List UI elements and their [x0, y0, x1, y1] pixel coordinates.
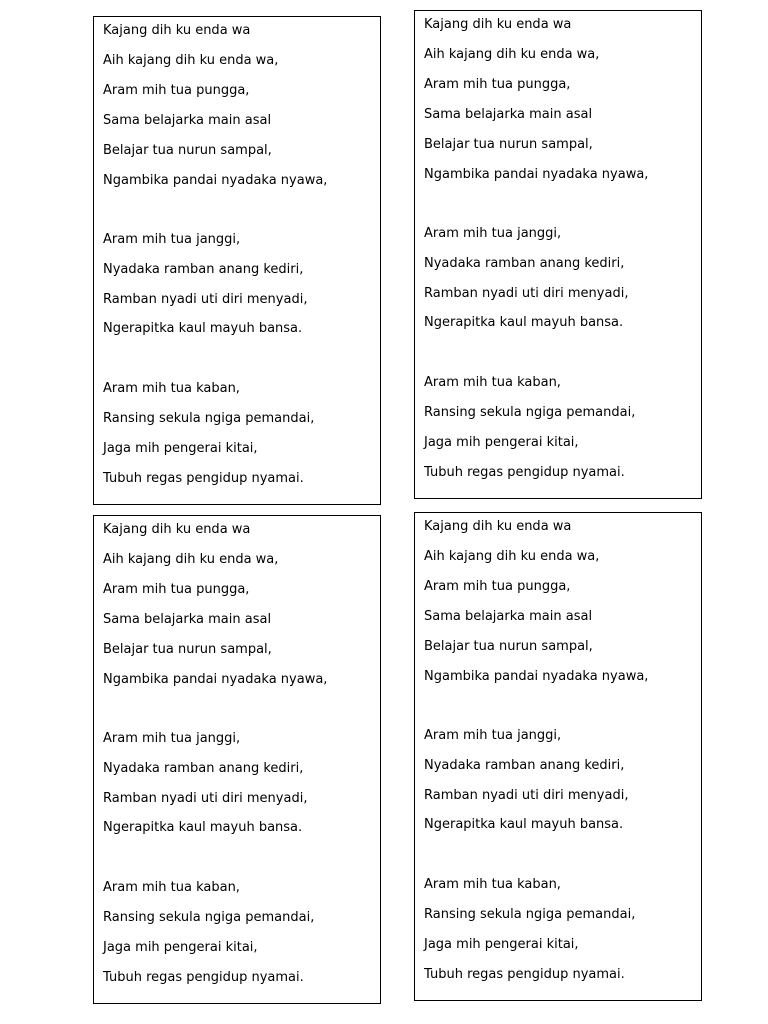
- verse1-line2: Aram mih tua pungga,: [424, 77, 571, 92]
- verse3-line3: Jaga mih pengerai kitai,: [103, 441, 258, 456]
- verse2-line3: Ramban nyadi uti diri menyadi,: [103, 292, 308, 307]
- poem-title: Kajang dih ku enda wa: [103, 23, 251, 38]
- verse2-line2: Nyadaka ramban anang kediri,: [103, 761, 304, 776]
- verse1-line1: Aih kajang dih ku enda wa,: [424, 549, 600, 564]
- verse3-line3: Jaga mih pengerai kitai,: [424, 435, 579, 450]
- verse2-line4: Ngerapitka kaul mayuh bansa.: [424, 817, 624, 832]
- verse3-line4: Tubuh regas pengidup nyamai.: [424, 465, 625, 480]
- poem-card-bottom-right: [414, 512, 702, 1001]
- verse3-line4: Tubuh regas pengidup nyamai.: [103, 970, 304, 985]
- verse3-line3: Jaga mih pengerai kitai,: [103, 940, 258, 955]
- verse3-line3: Jaga mih pengerai kitai,: [424, 937, 579, 952]
- verse2-line2: Nyadaka ramban anang kediri,: [424, 758, 625, 773]
- verse3-line1: Aram mih tua kaban,: [103, 880, 240, 895]
- poem-card-top-right: [414, 10, 702, 499]
- verse3-line4: Tubuh regas pengidup nyamai.: [103, 471, 304, 486]
- verse3-line1: Aram mih tua kaban,: [424, 877, 561, 892]
- verse1-line2: Aram mih tua pungga,: [424, 579, 571, 594]
- verse2-line3: Ramban nyadi uti diri menyadi,: [424, 286, 629, 301]
- verse3-line1: Aram mih tua kaban,: [103, 381, 240, 396]
- verse3-line2: Ransing sekula ngiga pemandai,: [103, 411, 315, 426]
- poem-title: Kajang dih ku enda wa: [424, 17, 572, 32]
- verse2-line2: Nyadaka ramban anang kediri,: [103, 262, 304, 277]
- verse1-line5: Ngambika pandai nyadaka nyawa,: [424, 167, 649, 182]
- verse1-line5: Ngambika pandai nyadaka nyawa,: [103, 173, 328, 188]
- poem-title: Kajang dih ku enda wa: [424, 519, 572, 534]
- verse3-line2: Ransing sekula ngiga pemandai,: [103, 910, 315, 925]
- verse1-line3: Sama belajarka main asal: [424, 107, 593, 122]
- verse1-line3: Sama belajarka main asal: [103, 113, 272, 128]
- verse1-line2: Aram mih tua pungga,: [103, 83, 250, 98]
- verse2-line4: Ngerapitka kaul mayuh bansa.: [103, 321, 303, 336]
- verse2-line1: Aram mih tua janggi,: [424, 226, 562, 241]
- verse1-line4: Belajar tua nurun sampal,: [424, 639, 593, 654]
- verse1-line5: Ngambika pandai nyadaka nyawa,: [424, 669, 649, 684]
- verse2-line3: Ramban nyadi uti diri menyadi,: [424, 788, 629, 803]
- verse2-line1: Aram mih tua janggi,: [103, 232, 241, 247]
- verse2-line2: Nyadaka ramban anang kediri,: [424, 256, 625, 271]
- verse3-line2: Ransing sekula ngiga pemandai,: [424, 907, 636, 922]
- verse3-line2: Ransing sekula ngiga pemandai,: [424, 405, 636, 420]
- verse1-line1: Aih kajang dih ku enda wa,: [103, 552, 279, 567]
- poem-title: Kajang dih ku enda wa: [103, 522, 251, 537]
- verse1-line3: Sama belajarka main asal: [103, 612, 272, 627]
- verse1-line2: Aram mih tua pungga,: [103, 582, 250, 597]
- verse1-line1: Aih kajang dih ku enda wa,: [424, 47, 600, 62]
- verse1-line3: Sama belajarka main asal: [424, 609, 593, 624]
- verse2-line4: Ngerapitka kaul mayuh bansa.: [424, 315, 624, 330]
- verse3-line1: Aram mih tua kaban,: [424, 375, 561, 390]
- verse2-line3: Ramban nyadi uti diri menyadi,: [103, 791, 308, 806]
- verse1-line4: Belajar tua nurun sampal,: [103, 642, 272, 657]
- verse1-line4: Belajar tua nurun sampal,: [424, 137, 593, 152]
- verse1-line1: Aih kajang dih ku enda wa,: [103, 53, 279, 68]
- verse2-line1: Aram mih tua janggi,: [103, 731, 241, 746]
- verse1-line5: Ngambika pandai nyadaka nyawa,: [103, 672, 328, 687]
- poem-card-bottom-left: [93, 515, 381, 1004]
- verse1-line4: Belajar tua nurun sampal,: [103, 143, 272, 158]
- poem-card-top-left: [93, 16, 381, 505]
- verse2-line1: Aram mih tua janggi,: [424, 728, 562, 743]
- verse3-line4: Tubuh regas pengidup nyamai.: [424, 967, 625, 982]
- verse2-line4: Ngerapitka kaul mayuh bansa.: [103, 820, 303, 835]
